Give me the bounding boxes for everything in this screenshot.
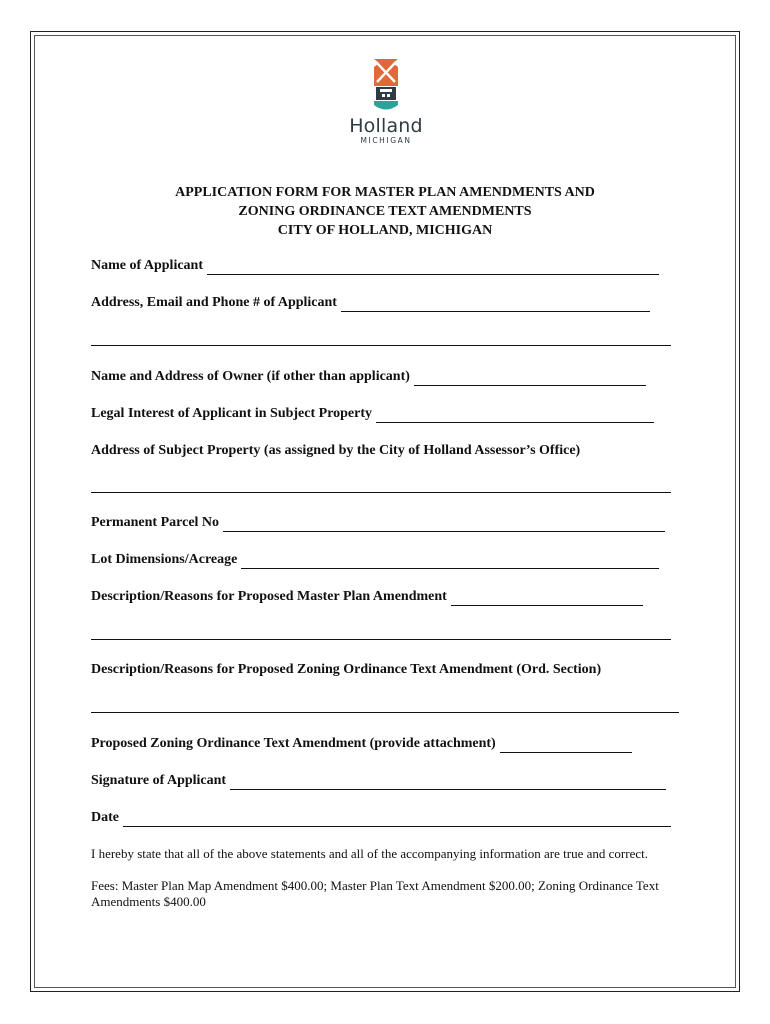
field-label: Name and Address of Owner (if other than applicant) [91,369,410,384]
field-label: Description/Reasons for Proposed Zoning Ordinance Text Amendment (Ord. Section) [91,662,602,677]
field-label: Proposed Zoning Ordinance Text Amendment (provide attachment) [91,736,496,751]
field-proposed-zoning-text [91,735,632,755]
form-title-line-3: CITY OF HOLLAND, MICHIGAN [277,223,493,238]
field-parcel-no [91,514,665,534]
field-label: Date [91,810,119,825]
field-label: Lot Dimensions/Acreage [91,552,238,567]
form-title-line-1: APPLICATION FORM FOR MASTER PLAN AMENDMENTS AND [175,185,595,200]
master-plan-reasons-continuation-line[interactable] [91,639,671,640]
logo-state-name: MICHIGAN [360,136,412,145]
field-label: Signature of Applicant [91,773,227,788]
field-label: Legal Interest of Applicant in Subject Property [91,406,373,421]
signature-input[interactable] [230,775,666,790]
logo-city-name: Holland [349,115,423,137]
zoning-text-reasons-input[interactable] [91,712,679,713]
field-address-email-phone [91,294,650,314]
address-email-phone-continuation-line[interactable] [91,345,671,346]
form-title-line-2: ZONING ORDINANCE TEXT AMENDMENTS [238,204,532,219]
name-of-applicant-input[interactable] [207,260,659,275]
field-label: Name of Applicant [91,258,203,273]
fees-note: Fees: Master Plan Map Amendment $400.00; Master Plan Text Amendment $200.00; Zoning Ordinance Text Amendments $400.00 [91,878,659,909]
legal-interest-input[interactable] [376,408,654,423]
parcel-no-input[interactable] [223,517,665,532]
certification-statement: I hereby state that all of the above statements and all of the accompanying information are true and correct. [91,846,648,861]
subject-property-address-input[interactable] [91,492,671,493]
master-plan-reasons-input[interactable] [451,591,643,606]
lot-dimensions-input[interactable] [241,554,659,569]
field-legal-interest [91,405,654,425]
proposed-zoning-text-input[interactable] [500,738,632,753]
field-date [91,809,671,829]
field-label: Permanent Parcel No [91,515,220,530]
field-lot-dimensions [91,551,659,571]
field-signature [91,772,666,792]
field-subject-property-address [91,442,580,462]
field-name-of-applicant [91,257,659,277]
field-zoning-text-reasons [91,661,601,681]
date-input[interactable] [123,812,671,827]
owner-name-address-input[interactable] [414,371,646,386]
field-owner-name-address [91,368,646,388]
city-logo [331,58,441,145]
field-master-plan-reasons [91,588,643,608]
field-label: Address of Subject Property (as assigned by the City of Holland Assessor’s Office) [91,443,581,458]
field-label: Address, Email and Phone # of Applicant [91,295,337,310]
address-email-phone-input[interactable] [341,297,650,312]
holland-logo-icon [373,58,399,112]
field-label: Description/Reasons for Proposed Master Plan Amendment [91,589,447,604]
